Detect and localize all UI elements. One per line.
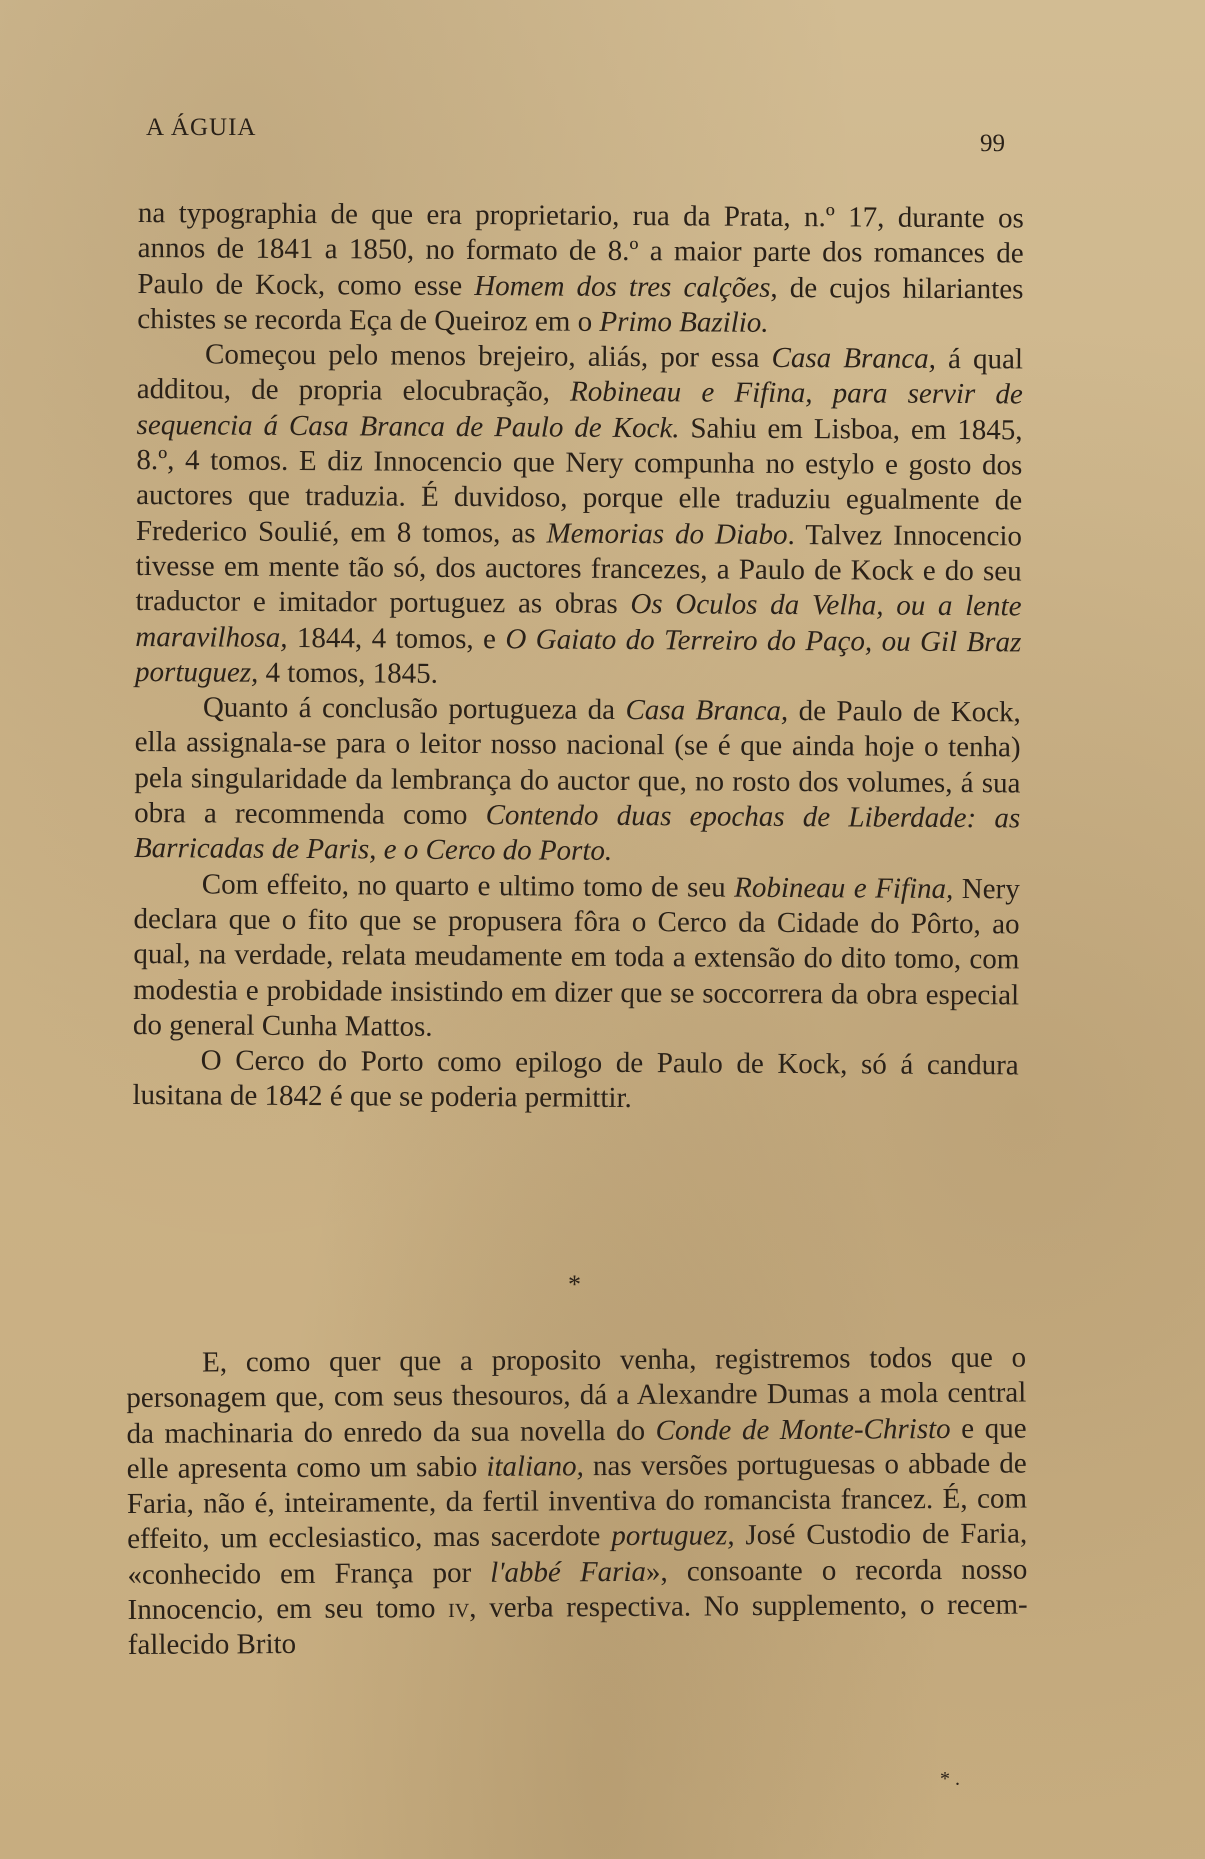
italic-title: Casa Branca, <box>625 694 789 728</box>
italic-title: Robineau e Fifina, para servir de sequencia á Casa Branca de Paulo de Kock. <box>136 376 1023 445</box>
paragraph-5 <box>132 1043 1018 1119</box>
italic-title: Contendo duas epochas de Liberdade: as Barricadas de Paris, e o Cerco do Porto. <box>133 799 1021 868</box>
text-run: Nery declara que o fito que se propusera fôra o Cerco da Cidade do Pôrto, ao qual, na verdade, relata meudamente em toda a extensão do dito tomo, com modestia e probidade insistindo em dizer que se soccorrera da obra especial do general Cunha Mattos. <box>132 872 1020 1043</box>
running-title: A ÁGUIA <box>146 114 257 141</box>
text-run: Com effeito, no quarto e ultimo tomo de seu <box>201 868 735 904</box>
italic-title: O Gaiato do Terreiro do Paço, ou Gil Braz portuguez, <box>134 622 1022 689</box>
roman-numeral: iv <box>448 1591 470 1625</box>
italic-word: l'abbé Faria <box>490 1555 647 1589</box>
italic-title: Robineau e Fifina, <box>734 871 954 905</box>
text-run: e que elle apresenta como um sabio <box>126 1412 1027 1485</box>
text-run: O Cerco do Porto como epilogo de Paulo de Kock, só á candura lusitana de 1842 é que se poderia permittir. <box>132 1044 1019 1115</box>
italic-word: portuguez, <box>611 1519 735 1553</box>
italic-title: Primo Bazilio. <box>599 305 769 339</box>
text-run: 1844, 4 tomos, e <box>287 621 506 655</box>
text-run: Quanto á conclusão portugueza da <box>202 691 626 727</box>
paragraph-2 <box>135 337 1023 695</box>
italic-title: Casa Branca, <box>771 342 937 376</box>
italic-title: Homem dos tres calções <box>474 269 771 304</box>
paragraph-4 <box>133 867 1020 1049</box>
italic-title: Memorias do Diabo <box>546 517 788 551</box>
text-run: de Paulo de Kock, ella assignala-se para o leitor nosso nacional (se é que ainda hoje o tenha) pela singularidade da lembrança do auctor que, no rosto dos volumes, á sua obra a recommenda como <box>134 695 1021 832</box>
text-run: Começou pelo menos brejeiro, aliás, por essa <box>204 338 772 375</box>
text-run: , verba respectiva. No supplemento, o recem-fallecido Brito <box>127 1588 1028 1662</box>
italic-title: Os Oculos da Velha, ou a lente maravilhosa, <box>135 588 1022 654</box>
main-text <box>132 196 1024 1119</box>
paragraph-3 <box>134 690 1021 872</box>
text-run: , de cujos hilariantes chistes se recorda Eça de Queiroz em o <box>137 271 1024 338</box>
signature-mark: * . <box>940 1768 960 1790</box>
text-run: á qual additou, de propria elocubração, <box>136 343 1024 409</box>
page-number: 99 <box>980 130 1005 157</box>
text-run: 4 tomos, 1845. <box>258 656 439 690</box>
text-run: José Custodio de Faria, «conhecido em França por <box>127 1517 1028 1591</box>
text-run: », consoante o recorda nosso Innocencio, em seu tomo <box>127 1553 1028 1627</box>
text-run: na typographia de que era proprietario, rua da Prata, n.º 17, durante os annos de 1841 a 1850, no formato de 8.º a maior parte dos romances de Paulo de Kock, como esse <box>137 196 1024 302</box>
paragraph-1 <box>137 196 1024 343</box>
italic-word: italiano, <box>486 1450 584 1483</box>
italic-title: Conde de Monte-Christo <box>655 1412 951 1447</box>
text-run: Sahiu em Lisboa, em 1845, 8.º, 4 tomos. E diz Innocencio que Nery compunha no estylo e gosto dos auctores que traduzia. É duvidoso, porque elle traduziu egualmente de Frederico Soulié, em 8 tomos, as <box>135 412 1023 550</box>
text-run: . Talvez Innocencio tivesse em mente tão só, dos auctores francezes, a Paulo de Kock e do seu traductor e imitador portuguez as obras <box>135 518 1023 621</box>
text-run: nas versões portuguesas o abbade de Faria, não é, inteiramente, da fertil inventiva do romancista francez. É, com effeito, um ecclesiastico, mas sacerdote <box>126 1447 1028 1556</box>
paragraph-6 <box>126 1341 1028 1664</box>
section-2-text <box>126 1341 1028 1664</box>
section-separator: * <box>568 1270 581 1299</box>
text-run: E, como quer que a proposito venha, registremos todos que o personagem que, com seus thesouros, dá a Alexandre Dumas a mola central da machinaria do enredo da sua novella do <box>126 1341 1027 1450</box>
